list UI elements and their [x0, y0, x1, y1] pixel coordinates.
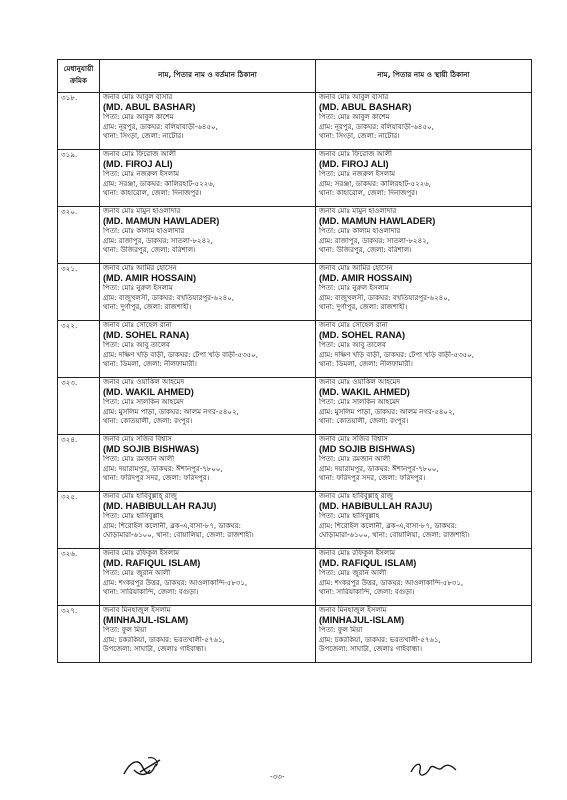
- addr2-text: থানা: উজিরপুর, জেলা: বরিশাল।: [103, 246, 196, 255]
- addr2-text: থানা: সারিয়াকান্দি, জেলা: বগুড়া।: [103, 588, 199, 597]
- addr1-text: গ্রাম: রাজাপুর, ডাকঘর: সাতলা-৮২৪২,: [103, 236, 213, 245]
- table-row: [58, 549, 532, 606]
- addr2-text: থানা: উজিরপুর, জেলা: বরিশাল।: [319, 246, 412, 255]
- addr1-text: গ্রাম: দয়ারামপুর, ডাকঘর: ঈশানপুর-৭৮০০,: [319, 464, 439, 473]
- serial-cell: ৩২৬.: [58, 549, 100, 606]
- addr1-text: গ্রাম: বাজুখলসী, ডাকঘর: বখতিয়ারপুর-৬২৪০,: [319, 293, 450, 302]
- name-bn-text: জনাব মোঃ সোহেল রানা: [319, 321, 388, 329]
- name-bn-text: জনাব মোঃ আবুল বাসার: [103, 93, 173, 101]
- father-text: পিতা: মোঃ আবুল কাশেম: [319, 113, 390, 122]
- addr1-text: গ্রাম: রাজাপুর, ডাকঘর: সাতলা-৮২৪২,: [319, 236, 429, 245]
- name-en-text: (MD. SOHEL RANA): [319, 330, 406, 341]
- serial-cell: ৩২৩.: [58, 378, 100, 435]
- father-text: পিতা: মোঃ নজরুল ইসলাম: [319, 170, 395, 179]
- father-text: পিতা: মোঃ জুরান আলী: [319, 569, 387, 578]
- addr2-text: থানা: দুর্গাপুর, জেলা: রাজশাহী।: [319, 303, 408, 312]
- signature-left: [120, 752, 170, 782]
- name-bn-text: জনাব মোঃ মামুন হাওলাদার: [319, 207, 397, 215]
- addr1-text: গ্রাম: শংকরপুর উত্তর, ডাকঘর: আওলাকান্দি-৫৮৩১,: [103, 578, 248, 587]
- father-text: পিতা: মোঃ কালাম হাওলাদার: [319, 227, 401, 236]
- addr1-text: গ্রাম: নূরপুর, ডাকঘর: বলিয়াবাড়ী-৬৪৫০,: [103, 122, 218, 131]
- father-text: পিতা: মোঃ আবু তালেব: [319, 341, 386, 350]
- name-en-text: (MD. FIROJ ALI): [319, 159, 389, 170]
- name-en-text: (MD. ABUL BASHAR): [103, 102, 196, 113]
- name-en-text: (MD. FIROJ ALI): [103, 159, 173, 170]
- name-en-text: (MD. AMIR HOSSAIN): [319, 273, 413, 284]
- father-text: পিতা: মোঃ জুরান আলী: [103, 569, 171, 578]
- table-row: [58, 492, 532, 549]
- addr2-text: থানা: দুর্গাপুর, জেলা: রাজশাহী।: [103, 303, 192, 312]
- candidate-table: [57, 59, 532, 663]
- name-bn-text: জনাব মোঃ আমির হোসেন: [319, 264, 393, 272]
- name-en-text: (MD. AMIR HOSSAIN): [103, 273, 197, 284]
- name-en-text: (MD. HABIBULLAH RAJU): [103, 501, 217, 512]
- name-en-text: (MD. MAMUN HAWLADER): [319, 216, 436, 227]
- serial-cell: ৩২২.: [58, 321, 100, 378]
- addr2-text: থানা: কোতয়ালী, জেলা: রংপুর।: [103, 417, 193, 426]
- header-permanent-address: নাম, পিতার নাম ও স্থায়ী ঠিকানা: [316, 60, 532, 93]
- addr2-text: ঘোড়ামারা-৬১০০, থানা: বোয়ালিয়া, জেলা: রাজশাহী।: [319, 531, 470, 540]
- father-text: পিতা: মোঃ নজরুল ইসলাম: [103, 170, 179, 179]
- table-row: [58, 93, 532, 150]
- permanent-address-cell: [316, 264, 532, 321]
- father-text: পিতা: মোঃ রমজান আলী: [103, 455, 175, 464]
- addr2-text: থানা: সিংড়া, জেলা: নাটোর।: [319, 132, 400, 141]
- addr1-text: গ্রাম: শিরোইল কলোনী, ব্লক-এ,বাসা-৮৭, ডাকঘর:: [103, 521, 241, 530]
- present-address-cell: [100, 264, 316, 321]
- serial-cell: ৩১৯.: [58, 150, 100, 207]
- father-text: পিতা: মোঃ হাসিবুল্লাহ: [319, 512, 380, 521]
- serial-cell: ৩২১.: [58, 264, 100, 321]
- name-en-text: (MD. WAKIL AHMED): [103, 387, 194, 398]
- permanent-address-cell: [316, 435, 532, 492]
- father-text: পিতা: মোঃ সালকিন আহমেদ: [103, 398, 184, 407]
- addr2-text: থানা: ফরিদপুর সদর, জেলা: ফরিদপুর।: [103, 474, 210, 483]
- addr1-text: গ্রাম: নূরপুর, ডাকঘর: বলিয়াবাড়ী-৬৪৫০,: [319, 122, 434, 131]
- name-en-text: (MD SOJIB BISHWAS): [103, 444, 199, 455]
- name-en-text: (MD. RAFIQUL ISLAM): [319, 558, 417, 569]
- addr1-text: গ্রাম: মুসলিম পাড়া, ডাকঘর: আলম নগর-৫৪০২,: [319, 407, 455, 416]
- name-bn-text: জনাব মিনহাজুল ইসলাম: [103, 606, 171, 614]
- addr2-text: উপজেলা: সাঘাটা, জেলাঃ গাইবান্ধা।: [103, 645, 206, 654]
- table-row: [58, 264, 532, 321]
- father-text: পিতা: ফুল মিয়া: [319, 626, 363, 635]
- addr1-text: গ্রাম: সরঞ্জা, ডাকঘর: কালিরহাট-৫২২৬,: [319, 179, 431, 188]
- father-text: পিতা: মোঃ নুরুল ইসলাম: [319, 284, 389, 293]
- name-bn-text: জনাব মোঃ ওয়াকিল আহমেদ: [319, 378, 401, 386]
- name-bn-text: জনাব মোঃ আবুল বাসার: [319, 93, 389, 101]
- addr2-text: থানা: ফরিদপুর সদর, জেলা: ফরিদপুর।: [319, 474, 426, 483]
- addr1-text: গ্রাম: শিরোইল কলোনী, ব্লক-এ,বাসা-৮৭, ডাকঘর:: [319, 521, 457, 530]
- present-address-cell: [100, 378, 316, 435]
- name-en-text: (MD. ABUL BASHAR): [319, 102, 412, 113]
- addr1-text: গ্রাম: মুসলিম পাড়া, ডাকঘর: আলম নগর-৫৪০২,: [103, 407, 239, 416]
- serial-cell: ৩২৪.: [58, 435, 100, 492]
- permanent-address-cell: [316, 207, 532, 264]
- addr2-text: থানা: ডিমলা, জেলা: নীলফামারী।: [319, 360, 413, 369]
- father-text: পিতা: মোঃ হাসিবুল্লাহ: [103, 512, 164, 521]
- header-serial: মেধানুযায়ী ক্রমিক: [58, 60, 100, 93]
- name-en-text: (MD. RAFIQUL ISLAM): [103, 558, 201, 569]
- permanent-address-cell: [316, 378, 532, 435]
- name-en-text: (MD. SOHEL RANA): [103, 330, 190, 341]
- serial-cell: ৩২৭.: [58, 606, 100, 663]
- addr1-text: গ্রাম: সরঞ্জা, ডাকঘর: কালিরহাট-৫২২৬,: [103, 179, 215, 188]
- present-address-cell: [100, 549, 316, 606]
- present-address-cell: [100, 492, 316, 549]
- name-en-text: (MINHAJUL-ISLAM): [319, 615, 405, 626]
- father-text: পিতা: মোঃ নুরুল ইসলাম: [103, 284, 173, 293]
- permanent-address-cell: [316, 93, 532, 150]
- addr1-text: গ্রাম: দক্ষিণ খড়ি বাড়ী, ডাকঘর: টেপা খড়ি বাড়ী-৫৩৫০,: [319, 350, 474, 359]
- father-text: পিতা: মোঃ আবুল কাশেম: [103, 113, 174, 122]
- signature-right: [408, 758, 460, 780]
- present-address-cell: [100, 606, 316, 663]
- addr2-text: উপজেলা: সাঘাটা, জেলাঃ গাইবান্ধা।: [319, 645, 422, 654]
- present-address-cell: [100, 93, 316, 150]
- addr1-text: গ্রাম: দক্ষিণ খড়ি বাড়ী, ডাকঘর: টেপা খড়ি বাড়ী-৫৩৫০,: [103, 350, 258, 359]
- father-text: পিতা: মোঃ রমজান আলী: [319, 455, 391, 464]
- name-en-text: (MINHAJUL-ISLAM): [103, 615, 189, 626]
- addr2-text: থানা: সারিয়াকান্দি, জেলা: বগুড়া।: [319, 588, 415, 597]
- addr2-text: থানা: কাহারোল, জেলা: দিনাজপুর।: [319, 189, 418, 198]
- present-address-cell: [100, 435, 316, 492]
- serial-cell: ৩১৮.: [58, 93, 100, 150]
- table-row: [58, 150, 532, 207]
- permanent-address-cell: [316, 321, 532, 378]
- name-bn-text: জনাব মোঃ সজিব বিশ্বাস: [319, 435, 388, 443]
- name-bn-text: জনাব মোঃ ওয়াকিল আহমেদ: [103, 378, 185, 386]
- father-text: পিতা: ফুল মিয়া: [103, 626, 147, 635]
- name-en-text: (MD. MAMUN HAWLADER): [103, 216, 220, 227]
- addr1-text: গ্রাম: বাজুখলসী, ডাকঘর: বখতিয়ারপুর-৬২৪০,: [103, 293, 234, 302]
- name-bn-text: জনাব মোঃ মামুন হাওলাদার: [103, 207, 181, 215]
- table-row: [58, 606, 532, 663]
- addr1-text: গ্রাম: চকরকিয়া, ডাকঘর: ভরতখালী-৫৭৬১,: [319, 635, 441, 644]
- addr2-text: থানা: কাহারোল, জেলা: দিনাজপুর।: [103, 189, 202, 198]
- present-address-cell: [100, 207, 316, 264]
- serial-cell: ৩২৫.: [58, 492, 100, 549]
- present-address-cell: [100, 321, 316, 378]
- name-bn-text: জনাব মোঃ রফিকুল ইসলাম: [319, 549, 396, 557]
- name-en-text: (MD. HABIBULLAH RAJU): [319, 501, 433, 512]
- name-bn-text: জনাব মোঃ হাবিবুল্লাহ্ রাজু: [319, 492, 393, 500]
- name-bn-text: জনাব মোঃ সোহেল রানা: [103, 321, 172, 329]
- addr2-text: থানা: কোতয়ালী, জেলা: রংপুর।: [319, 417, 409, 426]
- addr1-text: গ্রাম: শংকরপুর উত্তর, ডাকঘর: আওলাকান্দি-৫৮৩১,: [319, 578, 464, 587]
- present-address-cell: [100, 150, 316, 207]
- serial-cell: ৩২০.: [58, 207, 100, 264]
- father-text: পিতা: মোঃ আবু তালেব: [103, 341, 170, 350]
- addr2-text: থানা: সিংড়া, জেলা: নাটোর।: [103, 132, 184, 141]
- permanent-address-cell: [316, 492, 532, 549]
- addr1-text: গ্রাম: চকরকিয়া, ডাকঘর: ভরতখালী-৫৭৬১,: [103, 635, 225, 644]
- name-bn-text: জনাব মোঃ রফিকুল ইসলাম: [103, 549, 180, 557]
- table-row: [58, 378, 532, 435]
- father-text: পিতা: মোঃ সালকিন আহমেদ: [319, 398, 400, 407]
- name-bn-text: জনাব মোঃ ফিরোজ আলী: [103, 150, 176, 158]
- addr2-text: ঘোড়ামারা-৬১০০, থানা: বোয়ালিয়া, জেলা: রাজশাহী।: [103, 531, 254, 540]
- name-en-text: (MD SOJIB BISHWAS): [319, 444, 415, 455]
- name-bn-text: জনাব মোঃ সজিব বিশ্বাস: [103, 435, 172, 443]
- permanent-address-cell: [316, 150, 532, 207]
- table-row: [58, 207, 532, 264]
- addr2-text: থানা: ডিমলা, জেলা: নীলফামারী।: [103, 360, 197, 369]
- father-text: পিতা: মোঃ কালাম হাওলাদার: [103, 227, 185, 236]
- name-bn-text: জনাব মোঃ আমির হোসেন: [103, 264, 177, 272]
- permanent-address-cell: [316, 549, 532, 606]
- name-en-text: (MD. WAKIL AHMED): [319, 387, 410, 398]
- page-number: -৩৩-: [270, 772, 285, 781]
- table-row: [58, 435, 532, 492]
- addr1-text: গ্রাম: দয়ারামপুর, ডাকঘর: ঈশানপুর-৭৮০০,: [103, 464, 223, 473]
- permanent-address-cell: [316, 606, 532, 663]
- header-present-address: নাম, পিতার নাম ও বর্তমান ঠিকানা: [100, 60, 316, 93]
- name-bn-text: জনাব মোঃ হাবিবুল্লাহ্ রাজু: [103, 492, 177, 500]
- name-bn-text: জনাব মোঃ ফিরোজ আলী: [319, 150, 392, 158]
- table-row: [58, 321, 532, 378]
- name-bn-text: জনাব মিনহাজুল ইসলাম: [319, 606, 387, 614]
- table-header-row: [58, 60, 532, 93]
